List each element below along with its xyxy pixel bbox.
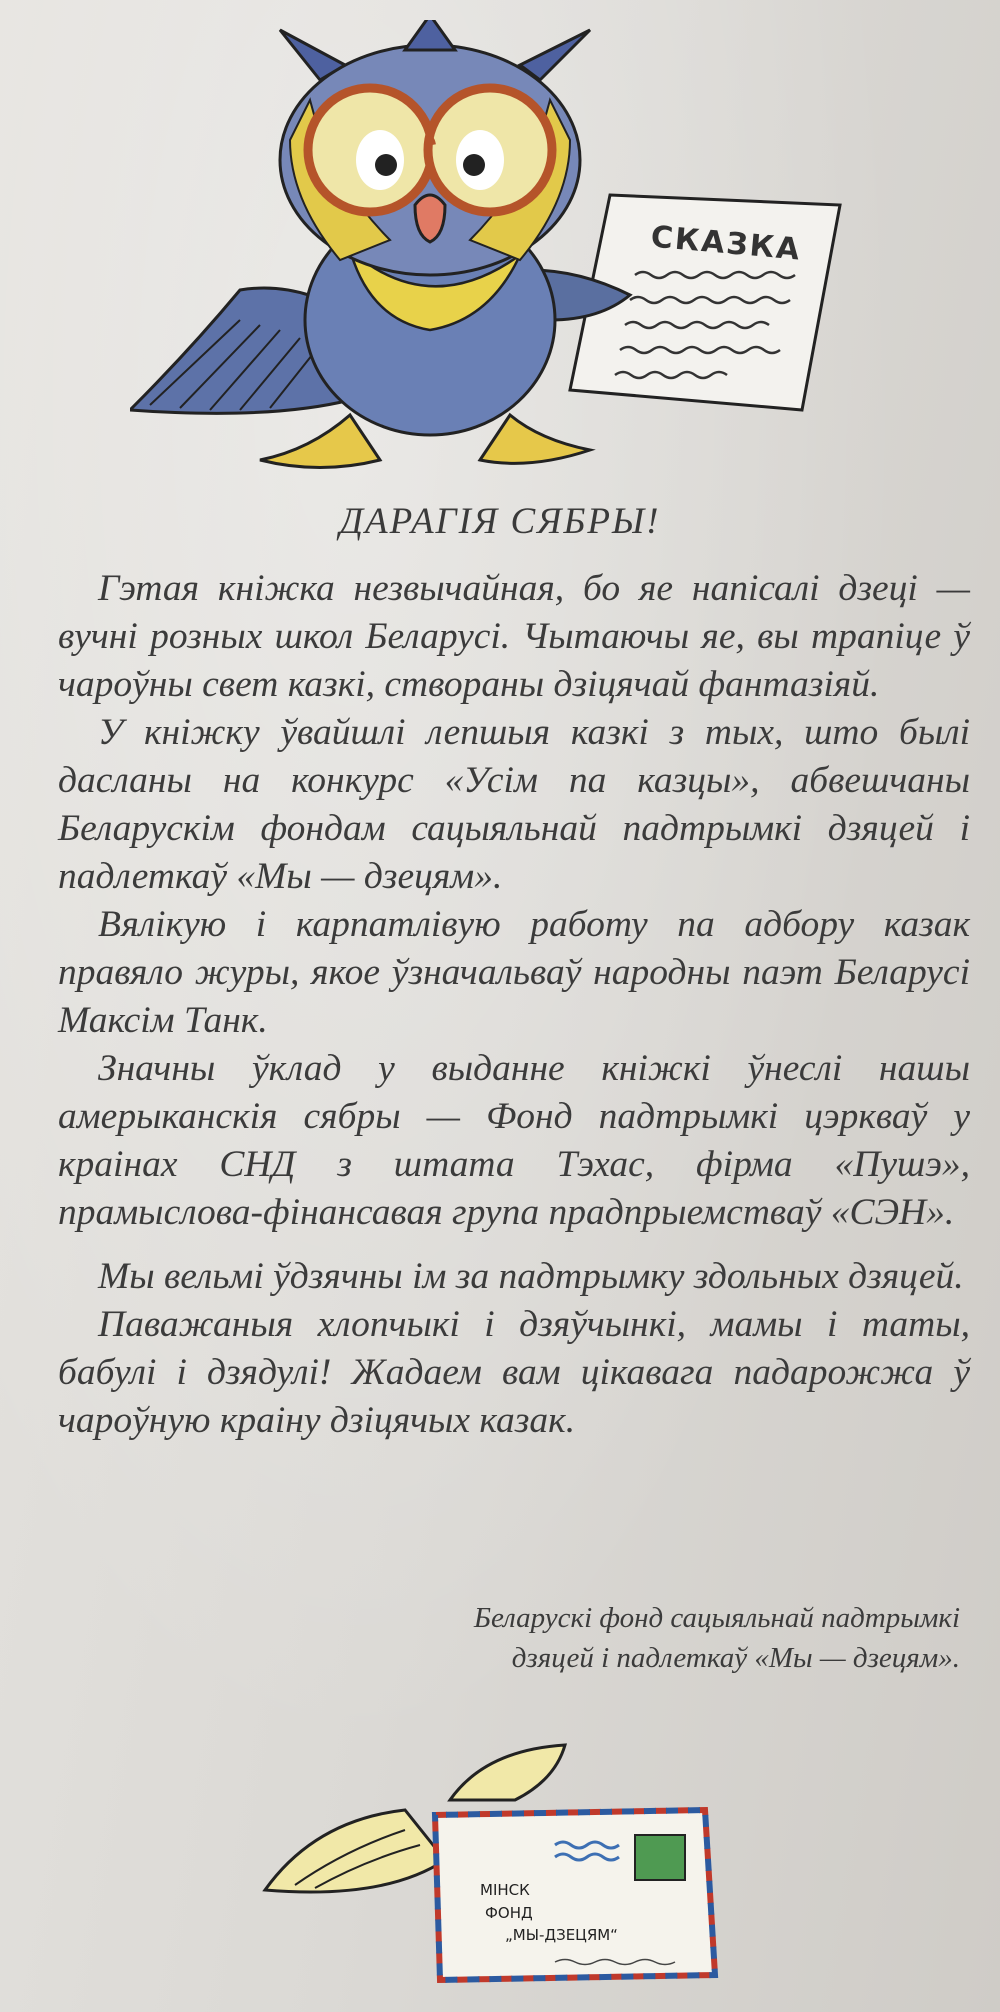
envelope-illustration bbox=[255, 1740, 755, 1990]
paragraph-1: Гэтая кніжка незвычайная, бо яе напісалі дзеці — вучні розных школ Беларусі. Чытаючы яе, вы трапіце ў чароўны свет казкі, створаны дзіцячай фантазіяй. bbox=[58, 568, 970, 705]
paragraph-2: У кніжку ўвайшлі лепшыя казкі з тых, што былі дасланы на конкурс «Усім па казцы», абвешчаны Беларускім фондам сацыяльнай падтрымкі дзяцей і падлеткаў «Мы — дзецям». bbox=[58, 712, 970, 897]
paragraph-3: Вялікую і карпатлівую работу па адбору казак правяло журы, якое ўзначальваў народны паэт Беларусі Максім Танк. bbox=[58, 904, 970, 1041]
letter-body bbox=[58, 565, 970, 1445]
signature-line-2: дзяцей і падлеткаў «Мы — дзецям». bbox=[511, 1642, 960, 1674]
envelope-icon bbox=[435, 1810, 715, 1980]
paper-label: СКАЗКА bbox=[649, 219, 803, 268]
paragraph-4: Значны ўклад у выданне кніжкі ўнеслі нашы амерыканскія сябры — Фонд падтрымкі цэркваў у краінах СНД з штата Тэхас, фірма «Пушэ», прамыслова-фінансавая група прадпрыемстваў «СЭН». bbox=[58, 1048, 970, 1233]
address-line-1: МІНСК bbox=[480, 1881, 530, 1899]
paragraph-6: Паважаныя хлопчыкі і дзяўчынкі, мамы і таты, бабулі і дзядулі! Жадаем вам цікавага падарожжа ў чароўную краіну дзіцячых казак. bbox=[58, 1304, 970, 1441]
owl-illustration bbox=[130, 20, 890, 480]
page-title: ДАРАГІЯ СЯБРЫ! bbox=[339, 501, 661, 542]
signature-line-1: Беларускі фонд сацыяльнай падтрымкі bbox=[473, 1602, 960, 1634]
signature bbox=[260, 1598, 960, 1678]
address-line-2: ФОНД bbox=[485, 1904, 533, 1922]
address-line-3: „МЫ-ДЗЕЦЯМ“ bbox=[505, 1926, 618, 1944]
paragraph-5: Мы вельмі ўдзячны ім за падтрымку здольных дзяцей. bbox=[98, 1256, 964, 1297]
